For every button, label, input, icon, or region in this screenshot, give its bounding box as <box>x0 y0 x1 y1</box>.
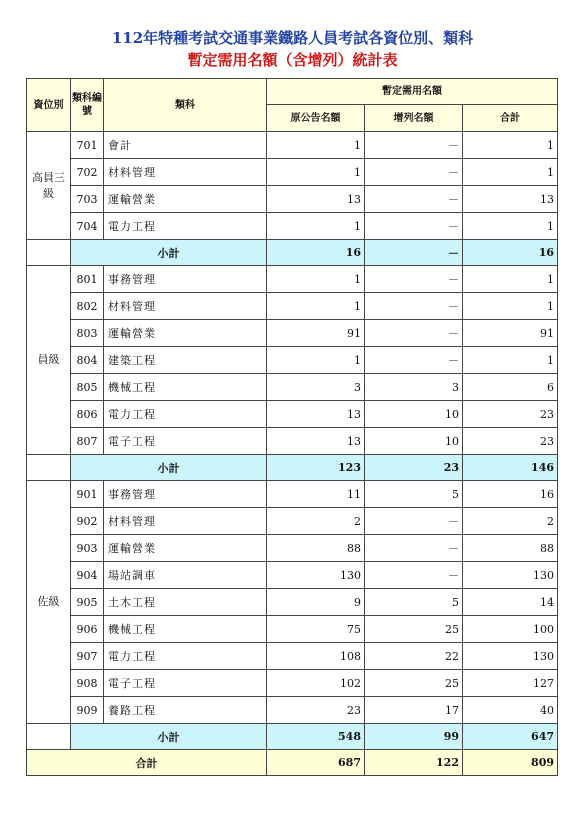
subtotal-row <box>27 455 558 481</box>
original-cell: 13 <box>267 401 365 428</box>
table-row <box>27 428 558 455</box>
added-cell: － <box>365 562 463 589</box>
table-row <box>27 401 558 428</box>
added-cell: － <box>365 535 463 562</box>
code-cell: 905 <box>71 589 104 616</box>
statistics-table <box>26 78 558 776</box>
table-row <box>27 562 558 589</box>
name-cell: 場站調車 <box>104 562 267 589</box>
table-row <box>27 347 558 374</box>
subtotal-blank-cell <box>27 240 71 266</box>
added-cell: － <box>365 132 463 159</box>
name-cell: 材料管理 <box>104 508 267 535</box>
original-cell: 1 <box>267 266 365 293</box>
added-cell: － <box>365 347 463 374</box>
table-row <box>27 213 558 240</box>
added-cell: 5 <box>365 589 463 616</box>
code-cell: 804 <box>71 347 104 374</box>
added-cell: － <box>365 213 463 240</box>
name-cell: 運輸營業 <box>104 535 267 562</box>
name-cell: 運輸營業 <box>104 186 267 213</box>
subtotal-total-cell: 16 <box>463 240 558 266</box>
subtotal-label: 小計 <box>71 724 267 750</box>
code-cell: 802 <box>71 293 104 320</box>
original-cell: 75 <box>267 616 365 643</box>
name-cell: 養路工程 <box>104 697 267 724</box>
added-cell: 25 <box>365 616 463 643</box>
name-cell: 機械工程 <box>104 616 267 643</box>
table-row <box>27 643 558 670</box>
original-cell: 13 <box>267 186 365 213</box>
added-cell: 3 <box>365 374 463 401</box>
level-cell: 高員三級 <box>27 132 71 240</box>
table-row <box>27 670 558 697</box>
name-cell: 運輸營業 <box>104 320 267 347</box>
total-cell: 130 <box>463 562 558 589</box>
added-cell: － <box>365 266 463 293</box>
table-row <box>27 481 558 508</box>
original-cell: 88 <box>267 535 365 562</box>
original-cell: 9 <box>267 589 365 616</box>
total-cell: 100 <box>463 616 558 643</box>
added-cell: 10 <box>365 401 463 428</box>
grand-total-total-cell: 809 <box>463 750 558 776</box>
total-cell: 1 <box>463 132 558 159</box>
original-cell: 1 <box>267 132 365 159</box>
header-added: 增列名額 <box>365 105 463 132</box>
name-cell: 材料管理 <box>104 293 267 320</box>
header-subject: 類科 <box>104 79 267 132</box>
added-cell: 10 <box>365 428 463 455</box>
grand-total-original-cell: 687 <box>267 750 365 776</box>
code-cell: 901 <box>71 481 104 508</box>
subtotal-original-cell: 16 <box>267 240 365 266</box>
total-cell: 13 <box>463 186 558 213</box>
total-cell: 23 <box>463 401 558 428</box>
original-cell: 91 <box>267 320 365 347</box>
name-cell: 會計 <box>104 132 267 159</box>
name-cell: 事務管理 <box>104 266 267 293</box>
name-cell: 機械工程 <box>104 374 267 401</box>
name-cell: 電力工程 <box>104 643 267 670</box>
subtotal-total-cell: 146 <box>463 455 558 481</box>
code-cell: 907 <box>71 643 104 670</box>
name-cell: 事務管理 <box>104 481 267 508</box>
code-cell: 903 <box>71 535 104 562</box>
original-cell: 3 <box>267 374 365 401</box>
code-cell: 806 <box>71 401 104 428</box>
subtotal-label: 小計 <box>71 455 267 481</box>
added-cell: 17 <box>365 697 463 724</box>
total-cell: 23 <box>463 428 558 455</box>
table-row <box>27 293 558 320</box>
total-cell: 1 <box>463 293 558 320</box>
subtotal-blank-cell <box>27 455 71 481</box>
table-row <box>27 535 558 562</box>
subtotal-total-cell: 647 <box>463 724 558 750</box>
original-cell: 23 <box>267 697 365 724</box>
header-total: 合計 <box>463 105 558 132</box>
table-row <box>27 374 558 401</box>
subtotal-blank-cell <box>27 724 71 750</box>
original-cell: 11 <box>267 481 365 508</box>
added-cell: 22 <box>365 643 463 670</box>
subtotal-added-cell: － <box>365 240 463 266</box>
total-cell: 1 <box>463 159 558 186</box>
subtotal-row <box>27 240 558 266</box>
table-row <box>27 186 558 213</box>
grand-total-added-cell: 122 <box>365 750 463 776</box>
code-cell: 906 <box>71 616 104 643</box>
subtotal-original-cell: 123 <box>267 455 365 481</box>
code-cell: 902 <box>71 508 104 535</box>
subtotal-added-cell: 99 <box>365 724 463 750</box>
name-cell: 建築工程 <box>104 347 267 374</box>
table-row <box>27 508 558 535</box>
subtotal-row <box>27 724 558 750</box>
total-cell: 40 <box>463 697 558 724</box>
name-cell: 電子工程 <box>104 670 267 697</box>
level-cell: 員級 <box>27 266 71 455</box>
original-cell: 2 <box>267 508 365 535</box>
code-cell: 701 <box>71 132 104 159</box>
total-cell: 91 <box>463 320 558 347</box>
code-cell: 908 <box>71 670 104 697</box>
code-cell: 801 <box>71 266 104 293</box>
header-code: 類科編號 <box>71 79 104 132</box>
name-cell: 電子工程 <box>104 428 267 455</box>
original-cell: 1 <box>267 159 365 186</box>
level-cell: 佐級 <box>27 481 71 724</box>
table-row <box>27 132 558 159</box>
table-row <box>27 159 558 186</box>
grand-total-row <box>27 750 558 776</box>
table-row <box>27 589 558 616</box>
added-cell: 25 <box>365 670 463 697</box>
added-cell: 5 <box>365 481 463 508</box>
code-cell: 703 <box>71 186 104 213</box>
page-subtitle: 暫定需用名額（含增列）統計表 <box>187 51 398 69</box>
code-cell: 805 <box>71 374 104 401</box>
total-cell: 1 <box>463 347 558 374</box>
total-cell: 16 <box>463 481 558 508</box>
added-cell: － <box>365 186 463 213</box>
added-cell: － <box>365 320 463 347</box>
subtotal-label: 小計 <box>71 240 267 266</box>
original-cell: 102 <box>267 670 365 697</box>
total-cell: 2 <box>463 508 558 535</box>
added-cell: － <box>365 293 463 320</box>
header-level: 資位別 <box>27 79 71 132</box>
added-cell: － <box>365 159 463 186</box>
original-cell: 1 <box>267 293 365 320</box>
total-cell: 6 <box>463 374 558 401</box>
subtotal-original-cell: 548 <box>267 724 365 750</box>
code-cell: 704 <box>71 213 104 240</box>
table-row <box>27 616 558 643</box>
total-cell: 130 <box>463 643 558 670</box>
original-cell: 108 <box>267 643 365 670</box>
code-cell: 909 <box>71 697 104 724</box>
original-cell: 1 <box>267 213 365 240</box>
table-row <box>27 266 558 293</box>
table-row <box>27 697 558 724</box>
added-cell: － <box>365 508 463 535</box>
header-original: 原公告名額 <box>267 105 365 132</box>
total-cell: 127 <box>463 670 558 697</box>
code-cell: 904 <box>71 562 104 589</box>
subtotal-added-cell: 23 <box>365 455 463 481</box>
code-cell: 803 <box>71 320 104 347</box>
total-cell: 14 <box>463 589 558 616</box>
table-body <box>27 132 558 776</box>
name-cell: 土木工程 <box>104 589 267 616</box>
total-cell: 1 <box>463 213 558 240</box>
page-title: 112年特種考試交通事業鐵路人員考試各資位別、類科 <box>111 29 474 47</box>
name-cell: 電力工程 <box>104 213 267 240</box>
header-group: 暫定需用名額 <box>267 79 558 105</box>
original-cell: 13 <box>267 428 365 455</box>
original-cell: 130 <box>267 562 365 589</box>
total-cell: 88 <box>463 535 558 562</box>
name-cell: 材料管理 <box>104 159 267 186</box>
code-cell: 807 <box>71 428 104 455</box>
name-cell: 電力工程 <box>104 401 267 428</box>
original-cell: 1 <box>267 347 365 374</box>
total-cell: 1 <box>463 266 558 293</box>
code-cell: 702 <box>71 159 104 186</box>
table-row <box>27 320 558 347</box>
grand-total-label: 合計 <box>27 750 267 776</box>
